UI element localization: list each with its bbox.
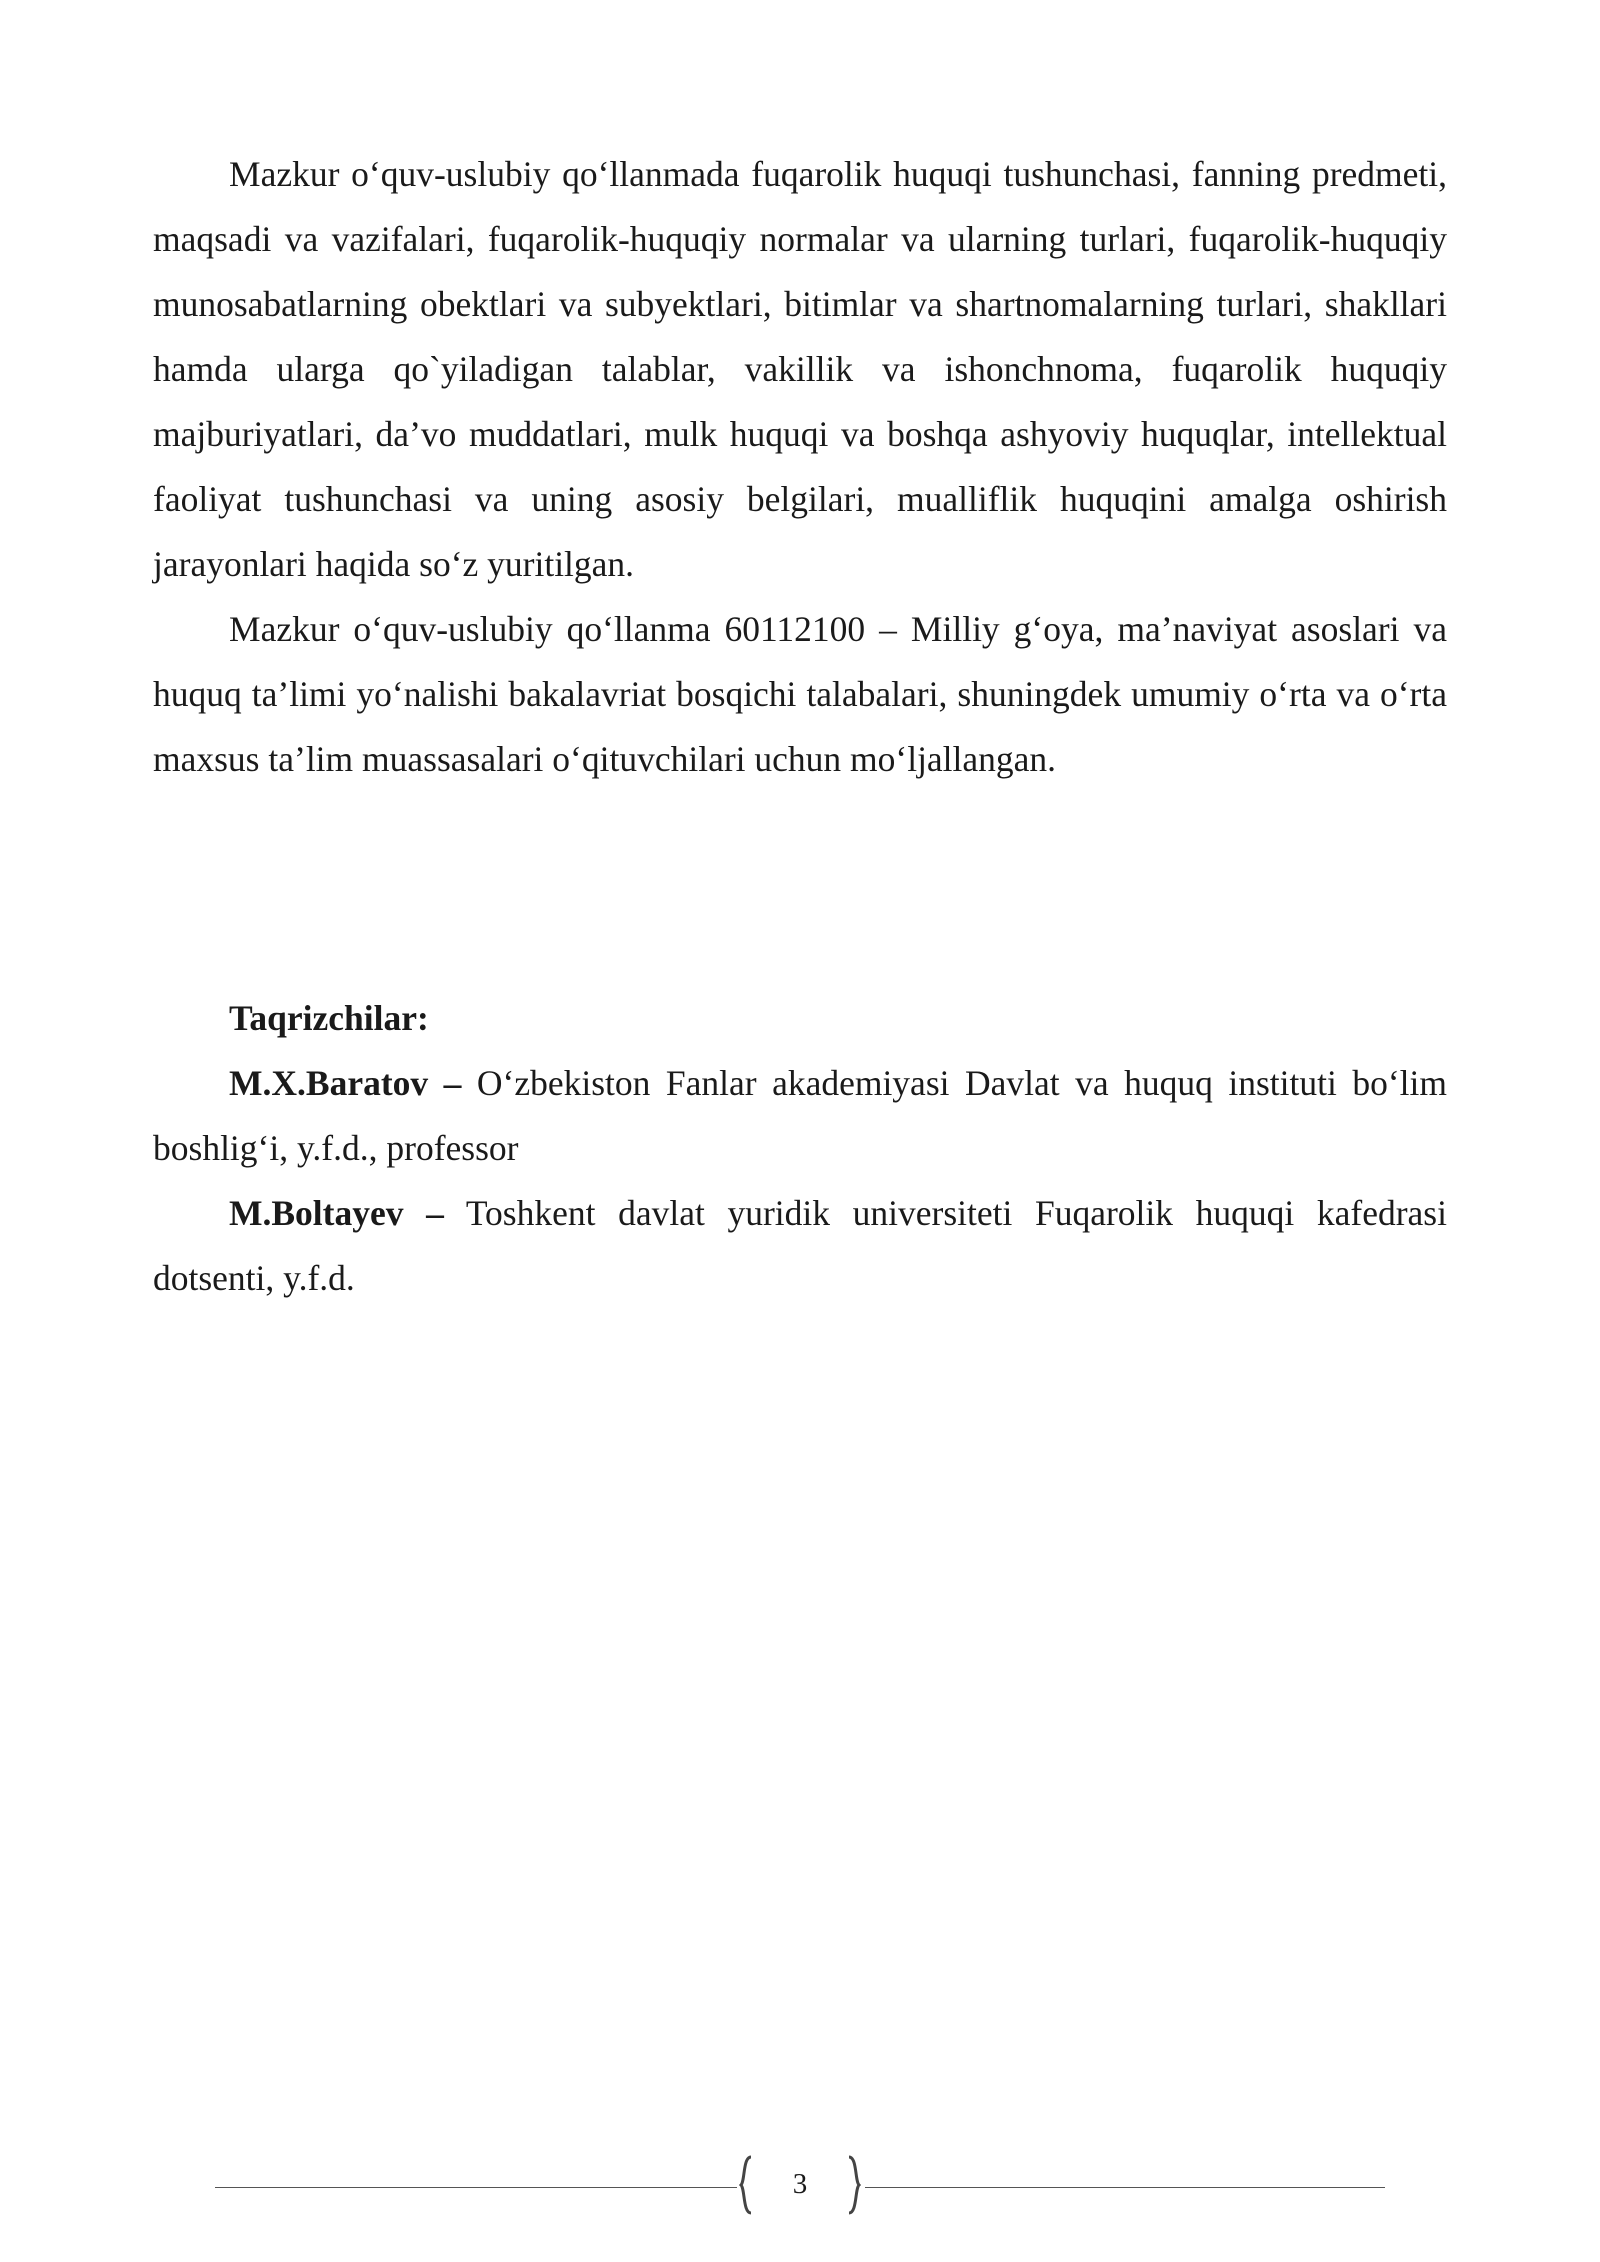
reviewer-description: Toshkent davlat yuridik universiteti Fuqarolik huquqi kafedrasi dotsenti, y.f.d. bbox=[153, 1193, 1447, 1298]
page-footer bbox=[215, 2155, 1385, 2215]
footer-rule-right bbox=[865, 2187, 1385, 2188]
reviewer-name: M.Boltayev – bbox=[229, 1193, 444, 1233]
reviewers-heading: Taqrizchilar: bbox=[229, 998, 429, 1038]
reviewer-entry bbox=[153, 1181, 1447, 1311]
reviewer-name: M.X.Baratov – bbox=[229, 1063, 462, 1103]
page-number: 3 bbox=[792, 2168, 808, 2200]
footer-rule-left bbox=[215, 2187, 737, 2188]
reviewer-description: O‘zbekiston Fanlar akademiyasi Davlat va huquq instituti bo‘lim boshlig‘i, y.f.d., professor bbox=[153, 1063, 1447, 1168]
audience-paragraph: Mazkur o‘quv-uslubiy qo‘llanma 60112100 – Milliy g‘oya, ma’naviyat asoslari va huquq ta’limi yo‘nalishi bakalavriat bosqichi talabalari, shuningdek umumiy o‘rta va o‘rta maxsus ta’lim muassasalari o‘qituvchilari uchun mo‘ljallangan. bbox=[153, 609, 1447, 779]
right-bracket-icon bbox=[847, 2155, 861, 2215]
reviewer-entry bbox=[153, 1051, 1447, 1181]
left-bracket-icon bbox=[739, 2155, 753, 2215]
main-text bbox=[153, 142, 1447, 792]
intro-paragraph: Mazkur o‘quv-uslubiy qo‘llanmada fuqarolik huquqi tushunchasi, fanning predmeti, maqsadi va vazifalari, fuqarolik-huquqiy normalar va ularning turlari, fuqarolik-huquqiy munosabatlarning obektlari va subyektlari, bitimlar va shartnomalarning turlari, shakllari hamda ularga qo`yiladigan talablar, vakillik va ishonchnoma, fuqarolik huquqiy majburiyatlari, da’vo muddatlari, mulk huquqi va boshqa ashyoviy huquqlar, intellektual faoliyat tushunchasi va uning asosiy belgilari, mualliflik huquqini amalga oshirish jarayonlari haqida so‘z yuritilgan. bbox=[153, 154, 1447, 584]
reviewers-section bbox=[153, 986, 1447, 1311]
